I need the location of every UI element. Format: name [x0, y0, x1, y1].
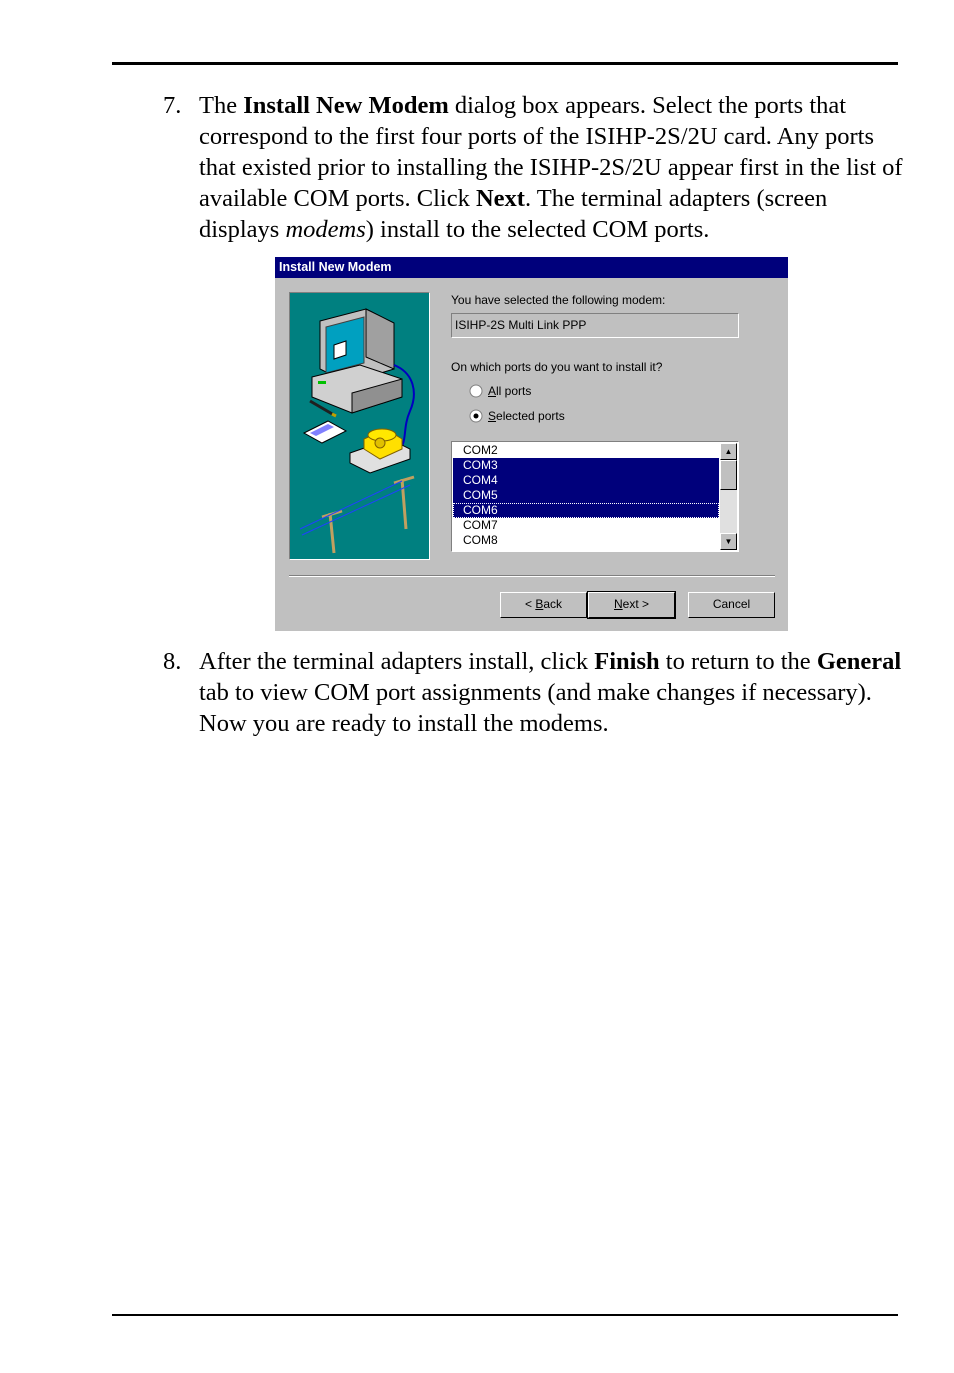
step-number: 8.: [163, 648, 182, 675]
step-text: After the terminal adapters install, click Finish to return to the General tab to view COM port assignments (and make changes if necessary). Now you are ready to install the modems.: [199, 648, 902, 737]
port-item-com2[interactable]: COM2: [463, 443, 498, 457]
scroll-thumb[interactable]: [720, 460, 737, 490]
dialog-title: Install New Modem: [275, 257, 788, 278]
scroll-up-icon[interactable]: ▲: [720, 443, 737, 460]
selected-modem-label: You have selected the following modem:: [451, 293, 666, 307]
dialog-separator: [289, 575, 775, 577]
all-ports-radio[interactable]: [469, 384, 483, 398]
step-text: The Install New Modem dialog box appears. Select the ports that correspond to the first four ports of the ISIHP-2S/2U card. Any ports that existed prior to installing the ISIHP-2S/2U appear first in the list of available COM ports. Click Next. The terminal adapters (screen displays modems) install to the selected COM ports.: [199, 92, 903, 243]
port-item-com6[interactable]: COM6: [453, 503, 719, 518]
all-ports-label[interactable]: All ports: [488, 384, 532, 398]
step-8: [163, 646, 903, 739]
footer-rule: [112, 1314, 898, 1316]
scroll-down-icon[interactable]: ▼: [720, 533, 737, 550]
port-item-com3[interactable]: COM3: [453, 458, 719, 473]
computer-phone-icon: [290, 293, 429, 559]
install-new-modem-dialog: [275, 257, 788, 631]
selected-modem-field: ISIHP-2S Multi Link PPP: [451, 313, 739, 338]
selected-ports-radio[interactable]: [469, 409, 483, 423]
list-scrollbar[interactable]: [720, 443, 737, 550]
port-item-com7[interactable]: COM7: [463, 518, 498, 532]
port-item-com4[interactable]: COM4: [453, 473, 719, 488]
next-button[interactable]: Next >: [588, 592, 675, 618]
com-ports-list[interactable]: [451, 441, 739, 552]
back-button[interactable]: < Back: [500, 592, 587, 618]
bold-term: General: [816, 648, 902, 675]
bold-term: Finish: [594, 648, 660, 675]
selected-ports-label[interactable]: Selected ports: [488, 409, 565, 423]
modem-illustration: [289, 292, 430, 560]
cancel-button[interactable]: Cancel: [688, 592, 775, 618]
bold-term: Next: [475, 185, 525, 212]
header-rule: [112, 62, 898, 65]
port-item-com5[interactable]: COM5: [453, 488, 719, 503]
bold-term: Install New Modem: [243, 92, 449, 119]
step-7: [163, 90, 903, 245]
radio-dot-icon: [474, 414, 479, 419]
step-number: 7.: [163, 92, 182, 119]
ports-question-label: On which ports do you want to install it?: [451, 360, 663, 374]
port-item-com8[interactable]: COM8: [463, 533, 498, 547]
italic-term: modems: [285, 216, 366, 243]
